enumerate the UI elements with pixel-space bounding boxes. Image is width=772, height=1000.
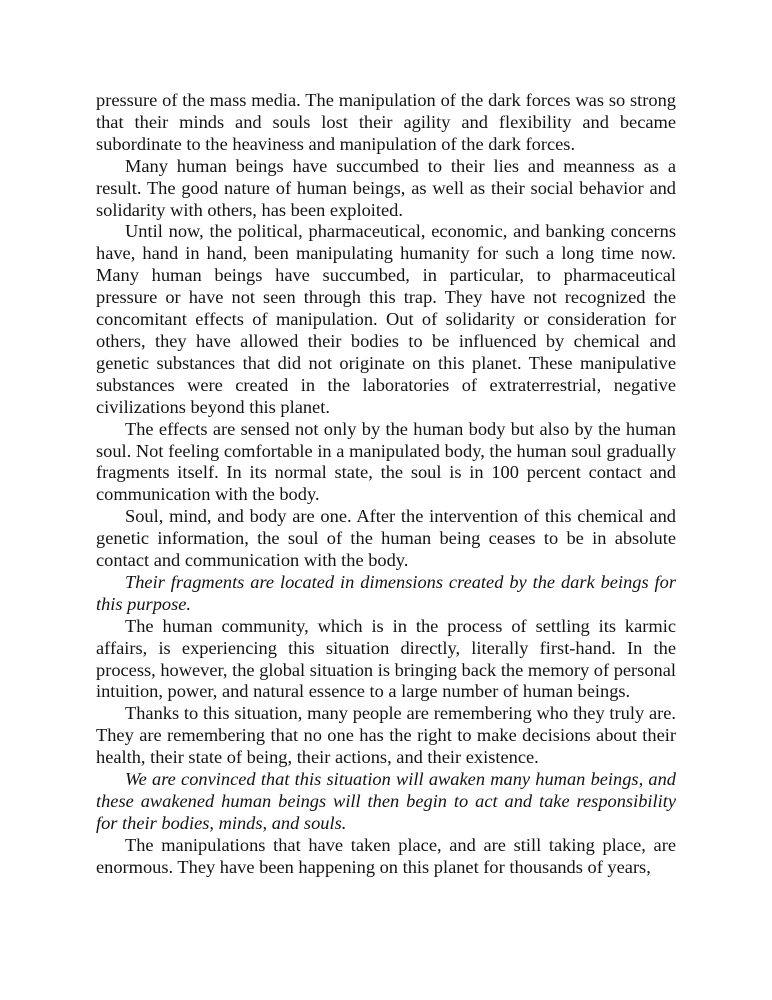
page-body (96, 90, 676, 879)
paragraph-4: The effects are sensed not only by the human body but also by the human soul. Not feeling comfortable in a manipulated body, the human soul gradually fragments itself. In its normal state, the soul is in 100 percent contact and communication with the body. (96, 418, 676, 505)
paragraph-5: Soul, mind, and body are one. After the intervention of this chemical and genetic information, the soul of the human being ceases to be in absolute contact and communication with the body. (96, 506, 676, 571)
paragraph-7: The human community, which is in the process of settling its karmic affairs, is experiencing this situation directly, literally first-hand. In the process, however, the global situation is bringing back the memory of personal intuition, power, and natural essence to a large number of human beings. (96, 615, 676, 702)
paragraph-9: We are convinced that this situation will awaken many human beings, and these awakened human beings will then begin to act and take responsibility for their bodies, minds, and souls. (96, 769, 676, 833)
paragraph-6: Their fragments are located in dimensions created by the dark beings for this purpose. (96, 571, 676, 614)
paragraph-1: pressure of the mass media. The manipulation of the dark forces was so strong that their minds and souls lost their agility and flexibility and became subordinate to the heaviness and manipulation of the dark forces. (96, 90, 676, 154)
paragraph-10: The manipulations that have taken place, and are still taking place, are enormous. They have been happening on this planet for thousands of years, (96, 834, 676, 877)
paragraph-2: Many human beings have succumbed to their lies and meanness as a result. The good nature of human beings, as well as their social behavior and solidarity with others, has been exploited. (96, 155, 676, 220)
paragraph-3: Until now, the political, pharmaceutical, economic, and banking concerns have, hand in hand, been manipulating humanity for such a long time now. Many human beings have succumbed, in particular, to pharmaceutical pressure or have not seen through this trap. They have not recognized the concomitant effects of manipulation. Out of solidarity or consideration for others, they have allowed their bodies to be influenced by chemical and genetic substances that did not originate on this planet. These manipulative substances were created in the laboratories of extraterrestrial, negative civilizations beyond this planet. (96, 221, 676, 417)
paragraph-8: Thanks to this situation, many people are remembering who they truly are. They are remembering that no one has the right to make decisions about their health, their state of being, their actions, and their existence. (96, 703, 676, 768)
